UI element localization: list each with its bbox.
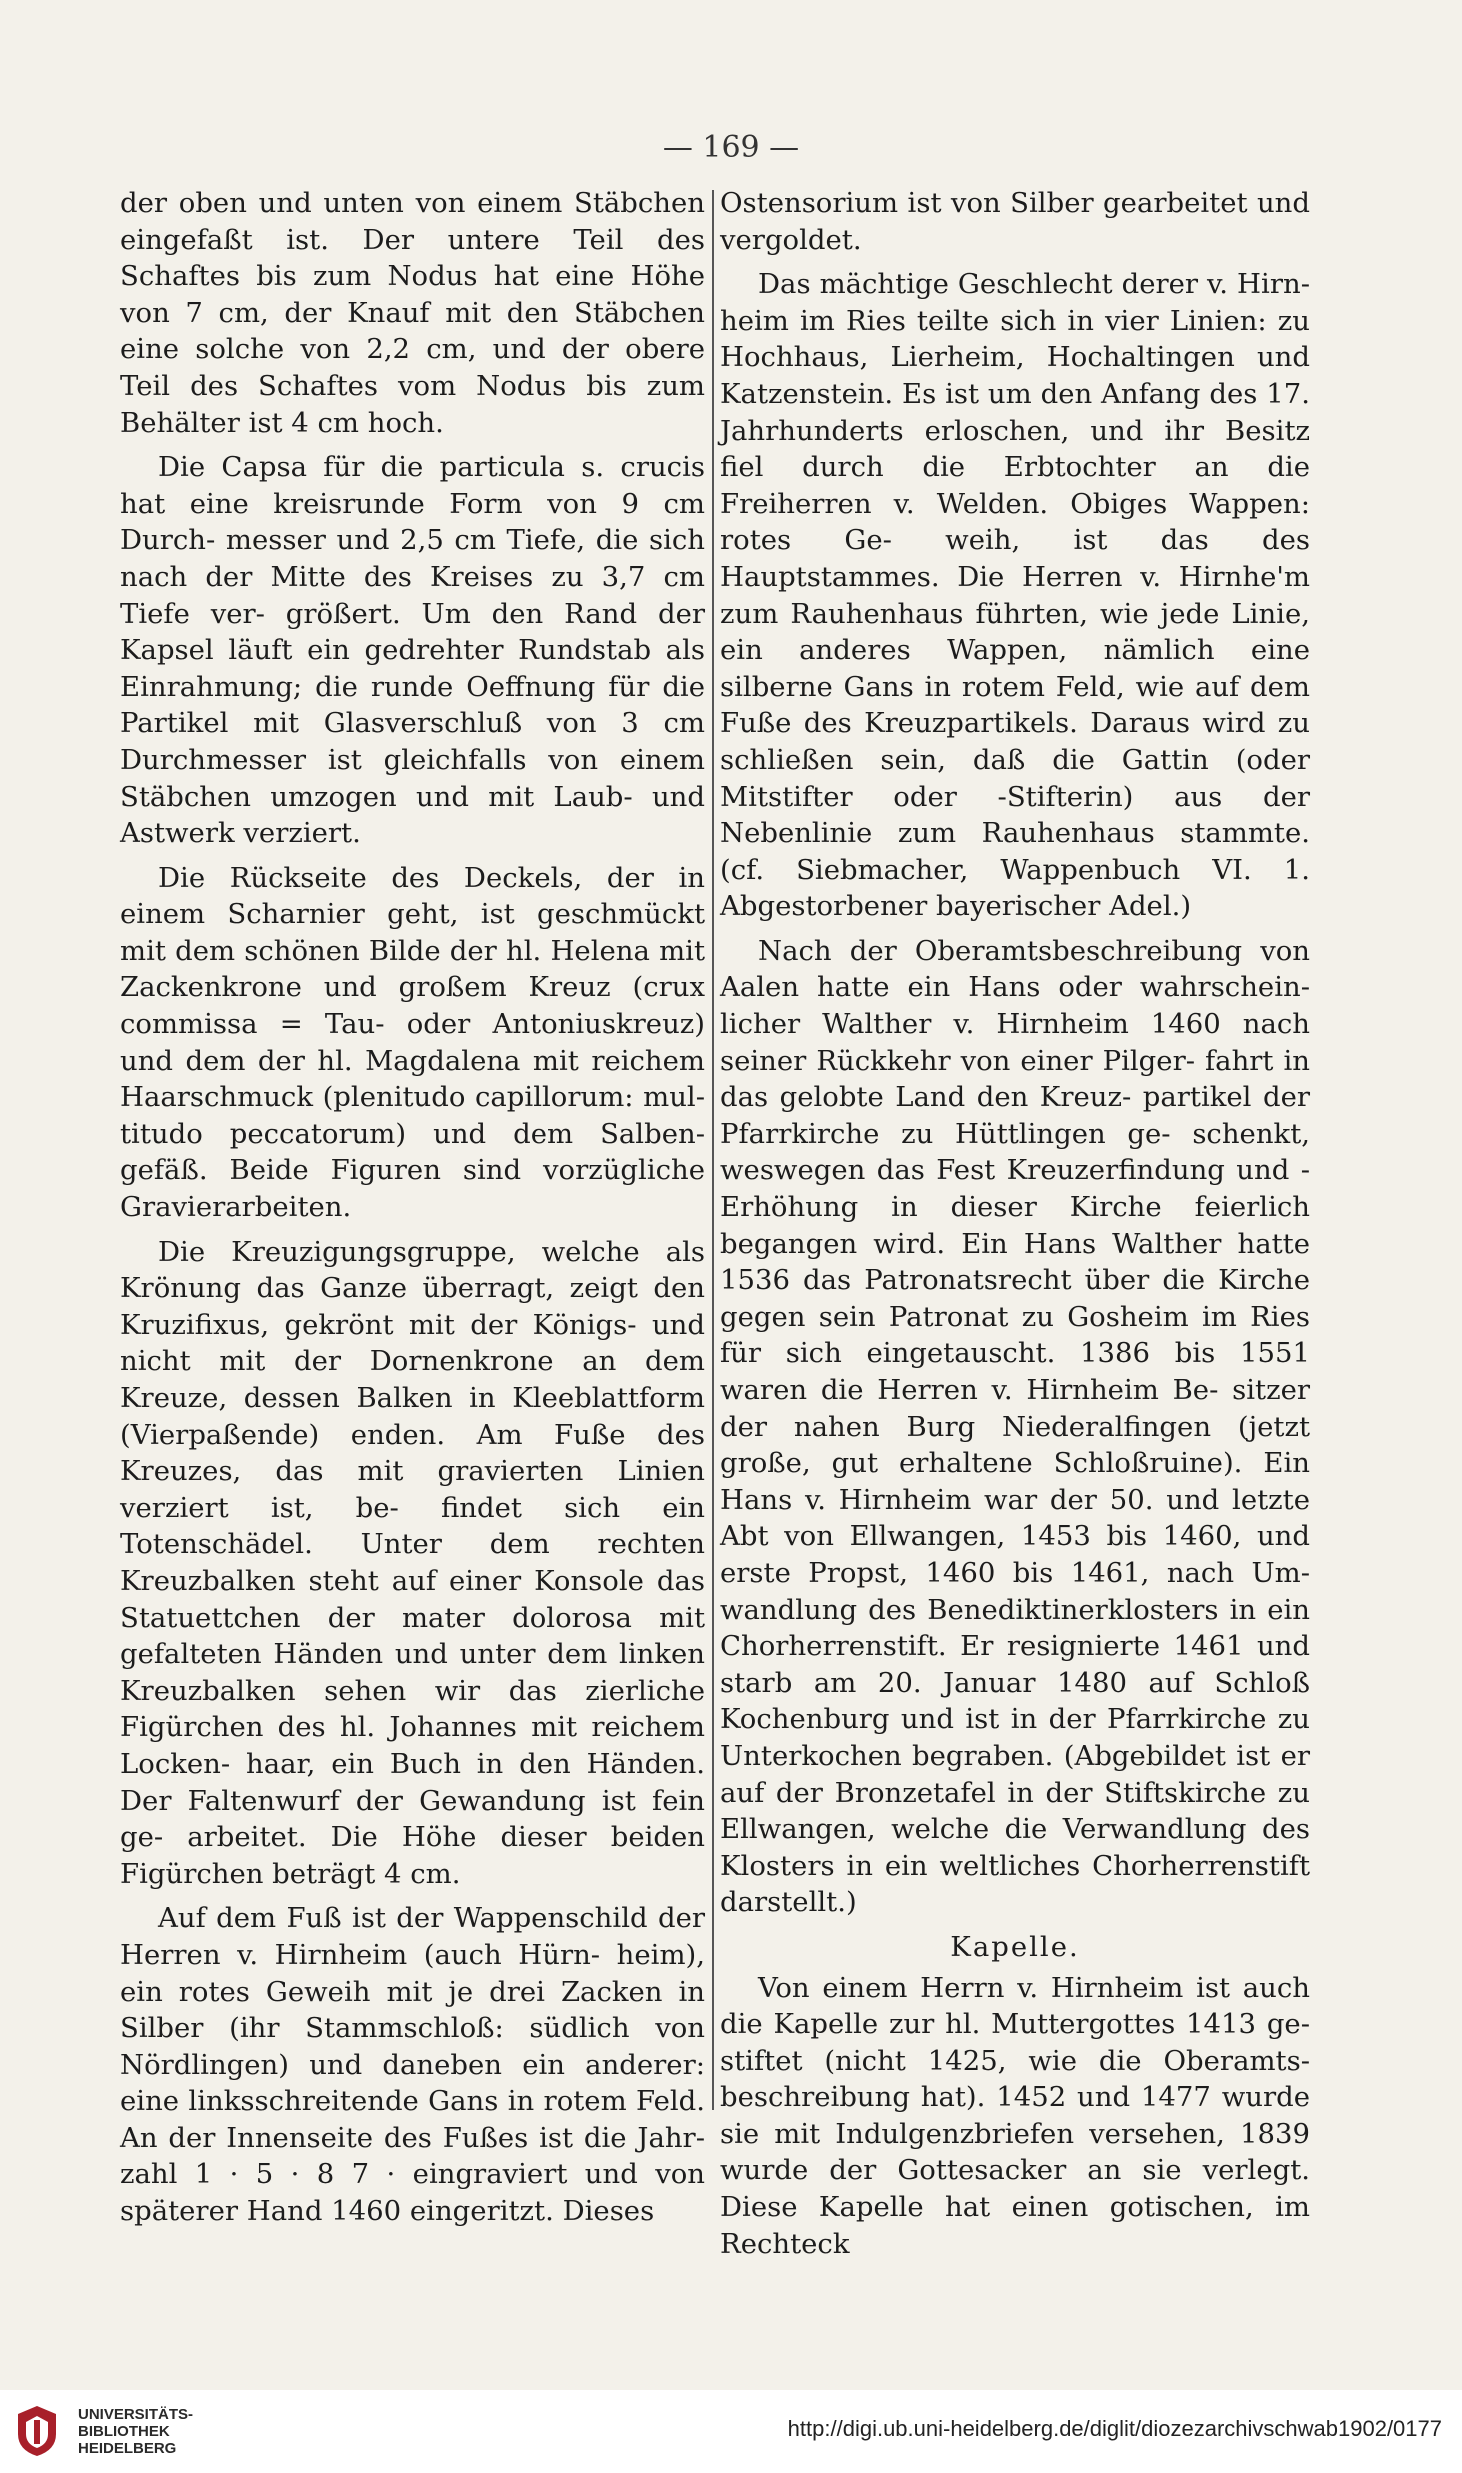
university-library-logo-icon [14, 2404, 60, 2458]
paragraph: Nach der Oberamtsbeschreibung von Aalen hatte ein Hans oder wahrschein- licher Walther v. Hirnheim 1460 nach seiner Rückkehr von einer Pilger- fahrt in das gelobte Land den Kreuz- partikel der Pfarrkirche zu Hüttlingen ge- schenkt, weswegen das Fest Kreuzerfindung und -Erhöhung in dieser Kirche feierlich begangen wird. Ein Hans Walther hatte 1536 das Patronatsrecht über die Kirche gegen sein Patronat zu Gosheim im Ries für sich eingetauscht. 1386 bis 1551 waren die Herren v. Hirnheim Be- sitzer der nahen Burg Niederalfingen (jetzt große, gut erhaltene Schloßruine). Ein Hans v. Hirnheim war der 50. und letzte Abt von Ellwangen, 1453 bis 1460, und erste Propst, 1460 bis 1461, nach Um- wandlung des Benediktinerklosters in ein Chorherrenstift. Er resignierte 1461 und starb am 20. Januar 1480 auf Schloß Kochenburg und ist in der Pfarrkirche zu Unterkochen begraben. (Abgebildet ist er auf der Bronzetafel in der Stiftskirche zu Ellwangen, welche die Verwandlung des Klosters in ein weltliches Chorherrenstift darstellt.) [720, 934, 1310, 1919]
paragraph: Das mächtige Geschlecht derer v. Hirn- heim im Ries teilte sich in vier Linien: zu Hochhaus, Lierheim, Hochaltingen und Katzenstein. Es ist um den Anfang des 17. Jahrhunderts erloschen, und ihr Besitz fiel durch die Erbtochter an die Freiherren v. Welden. Obiges Wappen: rotes Ge- weih, ist das des Hauptstammes. Die Herren v. Hirnhe'm zum Rauhenhaus führten, wie jede Linie, ein anderes Wappen, nämlich eine silberne Gans in rotem Feld, wie auf dem Fuße des Kreuzpartikels. Daraus wird zu schließen sein, daß die Gattin (oder Mitstifter oder -Stifterin) aus der Nebenlinie zum Rauhenhaus stammte. (cf. Siebmacher, Wappenbuch VI. 1. Abgestorbener bayerischer Adel.) [720, 268, 1310, 923]
institution-line: HEIDELBERG [78, 2440, 177, 2457]
institution-name [78, 2406, 193, 2457]
institution-line: UNIVERSITÄTS- [78, 2406, 194, 2423]
viewer-footer [0, 2390, 1462, 2473]
paragraph: Auf dem Fuß ist der Wappenschild der Herren v. Hirnheim (auch Hürn- heim), ein rotes Geweih mit je drei Zacken in Silber (ihr Stammschloß: südlich von Nördlingen) und daneben ein anderer: eine linksschreitende Gans in rotem Feld. An der Innenseite des Fußes ist die Jahr- zahl 1 · 5 · 8 7 · eingraviert und von späterer Hand 1460 eingeritzt. Dieses [120, 1902, 705, 2228]
permalink-url[interactable]: http://digi.ub.uni-heidelberg.de/diglit/diozezarchivschwab1902/0177 [787, 2416, 1442, 2441]
paragraph: Die Kreuzigungsgruppe, welche als Krönung das Ganze überragt, zeigt den Kruzifixus, gekrönt mit der Königs- und nicht mit der Dornenkrone an dem Kreuze, dessen Balken in Kleeblattform (Vierpaßende) enden. Am Fuße des Kreuzes, das mit gravierten Linien verziert ist, be- findet sich ein Totenschädel. Unter dem rechten Kreuzbalken steht auf einer Konsole das Statuettchen der mater dolorosa mit gefalteten Händen und unter dem linken Kreuzbalken sehen wir das zierliche Figürchen des hl. Johannes mit reichem Locken- haar, ein Buch in den Händen. Der Faltenwurf der Gewandung ist fein ge- arbeitet. Die Höhe dieser beiden Figürchen beträgt 4 cm. [120, 1235, 705, 1890]
institution-line: BIBLIOTHEK [78, 2423, 170, 2440]
page-number: — 169 — [662, 130, 800, 165]
section-heading: Kapelle. [950, 1930, 1080, 1963]
paragraph: Die Capsa für die particula s. crucis hat eine kreisrunde Form von 9 cm Durch- messer und 2,5 cm Tiefe, die sich nach der Mitte des Kreises zu 3,7 cm Tiefe ver- größert. Um den Rand der Kapsel läuft ein gedrehter Rundstab als Einrahmung; die runde Oeffnung für die Partikel mit Glasverschluß von 3 cm Durchmesser ist gleichfalls von einem Stäbchen umzogen und mit Laub- und Astwerk verziert. [120, 451, 705, 850]
paragraph: Ostensorium ist von Silber gearbeitet und vergoldet. [720, 187, 1310, 256]
right-column [720, 185, 1310, 2270]
paragraph: Die Rückseite des Deckels, der in einem Scharnier geht, ist geschmückt mit dem schönen Bilde der hl. Helena mit Zackenkrone und großem Kreuz (crux commissa = Tau- oder Antoniuskreuz) und dem der hl. Magdalena mit reichem Haarschmuck (plenitudo capillorum: mul- titudo peccatorum) und dem Salben- gefäß. Beide Figuren sind vorzügliche Gravierarbeiten. [120, 861, 705, 1224]
left-column [120, 185, 705, 2238]
column-divider [712, 190, 714, 2110]
paragraph: der oben und unten von einem Stäbchen eingefaßt ist. Der untere Teil des Schaftes bis zum Nodus hat eine Höhe von 7 cm, der Knauf mit den Stäbchen eine solche von 2,2 cm, und der obere Teil des Schaftes vom Nodus bis zum Behälter ist 4 cm hoch. [120, 187, 705, 439]
paragraph: Von einem Herrn v. Hirnheim ist auch die Kapelle zur hl. Muttergottes 1413 ge- stiftet (nicht 1425, wie die Oberamts- beschreibung hat). 1452 und 1477 wurde sie mit Indulgenzbriefen versehen, 1839 wurde der Gottesacker an sie verlegt. Diese Kapelle hat einen gotischen, im Rechteck [720, 1971, 1310, 2260]
